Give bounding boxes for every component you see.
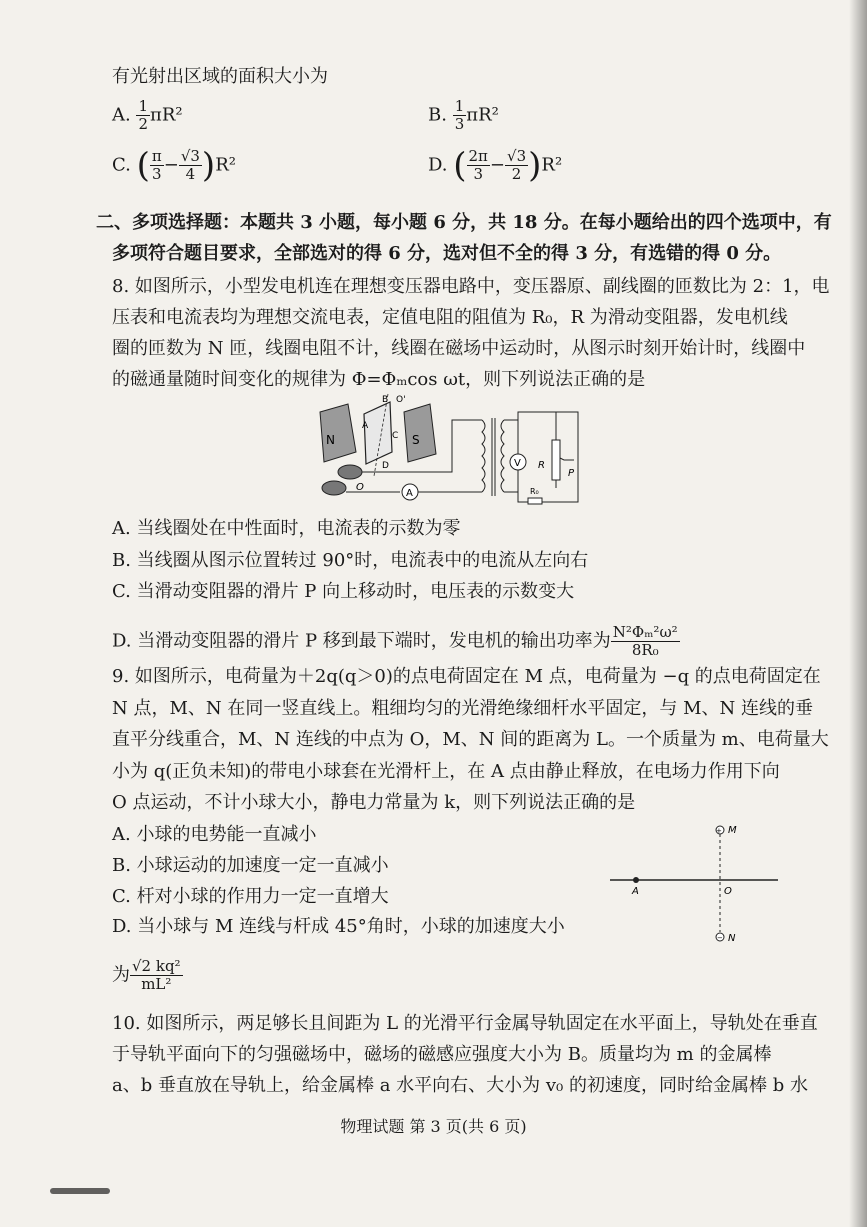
label-a2: A (632, 886, 639, 897)
q9-line4: 小为 q(正负未知)的带电小球套在光滑杆上，在 A 点由静止释放，在电场力作用下向 (112, 761, 780, 782)
q9-line5: O 点运动，不计小球大小，静电力常量为 k，则下列说法正确的是 (112, 792, 636, 813)
q9-option-a: A. 小球的电势能一直减小 (112, 824, 317, 845)
label-b: B (382, 395, 389, 405)
q9-option-b: B. 小球运动的加速度一定一直减小 (112, 855, 389, 876)
label-d: D (382, 461, 389, 471)
svg-text:−: − (717, 934, 723, 942)
q8-option-b: B. 当线圈从图示位置转过 90°时，电流表中的电流从左向右 (112, 550, 589, 571)
q7-option-b: B. $\frac{1}{3}$ πR² (428, 97, 499, 133)
label-s: S (412, 433, 420, 447)
svg-text:+: + (716, 827, 722, 835)
q9-line1: 9. 如图所示，电荷量为＋2q(q＞0)的点电荷固定在 M 点，电荷量为 −q 的点电荷固定在 (112, 666, 821, 687)
label-r: R (538, 460, 545, 471)
label-o: O (356, 482, 364, 493)
q9-option-c: C. 杆对小球的作用力一定一直增大 (112, 886, 389, 907)
label-r0: R₀ (530, 487, 539, 496)
q8-option-d: D. 当滑动变阻器的滑片 P 移到最下端时，发电机的输出功率为 $\frac{\text{N²Φₘ²ω²}}{\text{8R₀}}$ (112, 623, 678, 659)
q9-line3: 直平分线重合，M、N 连线的中点为 O，M、N 间的距离为 L。一个质量为 m、电荷量大 (112, 729, 829, 750)
page-edge-shadow (849, 0, 867, 1227)
label-ammeter: A (406, 488, 413, 499)
q10-line1: 10. 如图所示，两足够长且间距为 L 的光滑平行金属导轨固定在水平面上，导轨处在垂直 (112, 1013, 818, 1034)
q8-line3: 圈的匝数为 N 匝，线圈电阻不计，线圈在磁场中运动时，从图示时刻开始计时，线圈中 (112, 338, 806, 359)
label-voltmeter: V (514, 458, 521, 469)
label-n: N (326, 433, 335, 447)
label-o2: O (724, 886, 732, 897)
label-a: A (362, 421, 369, 431)
label-m: M (728, 825, 737, 836)
charges-rod-diagram (610, 820, 780, 950)
q9-line2: N 点，M、N 在同一竖直线上。粗细均匀的光滑绝缘细杆水平固定，与 M、N 连线的垂 (112, 698, 813, 719)
generator-transformer-diagram (312, 392, 592, 512)
scan-smudge (50, 1188, 110, 1194)
q10-line2: 于导轨平面向下的匀强磁场中，磁场的磁感应强度大小为 B。质量均为 m 的金属棒 (112, 1044, 772, 1065)
label-c: C (392, 431, 399, 441)
q8-line4: 的磁通量随时间变化的规律为 Φ=Φₘcos ωt，则下列说法正确的是 (112, 369, 646, 390)
label-p: P (568, 468, 575, 479)
q10-line3: a、b 垂直放在导轨上，给金属棒 a 水平向右、大小为 v₀ 的初速度，同时给金属棒 b 水 (112, 1075, 808, 1096)
q7-option-a: A. $\frac{1}{2}$ πR² (112, 97, 183, 133)
q7-tail: 有光射出区域的面积大小为 (112, 66, 328, 87)
q7-option-d: D. ( $\frac{2\pi}{3}$ − $\frac{√3}{2}$ )R² (428, 145, 563, 186)
label-n2: N (728, 933, 736, 944)
q8-option-a: A. 当线圈处在中性面时，电流表的示数为零 (112, 518, 461, 539)
section2-header-line1: 二、多项选择题：本题共 3 小题，每小题 6 分，共 18 分。在每小题给出的四个选项中，有 (96, 212, 832, 233)
q9-option-d: D. 当小球与 M 连线与杆成 45°角时，小球的加速度大小 (112, 916, 565, 937)
q8-option-c: C. 当滑动变阻器的滑片 P 向上移动时，电压表的示数变大 (112, 581, 575, 602)
section2-header-line2: 多项符合题目要求，全部选对的得 6 分，选对但不全的得 3 分，有选错的得 0 分。 (112, 243, 782, 264)
q8-line1: 8. 如图所示，小型发电机连在理想变压器电路中，变压器原、副线圈的匝数比为 2：1，电 (112, 276, 830, 297)
q7-option-c: C. ( $\frac{\pi}{3}$ − $\frac{√3}{4}$ )R² (112, 145, 236, 186)
q9-option-d-cont: 为 $\frac{\text{√2 kq²}}{\text{mL²}}$ (112, 957, 181, 993)
label-o-prime: O' (396, 395, 406, 405)
page-footer: 物理试题 第 3 页(共 6 页) (340, 1117, 527, 1136)
q8-line2: 压表和电流表均为理想交流电表，定值电阻的阻值为 R₀，R 为滑动变阻器，发电机线 (112, 307, 788, 328)
